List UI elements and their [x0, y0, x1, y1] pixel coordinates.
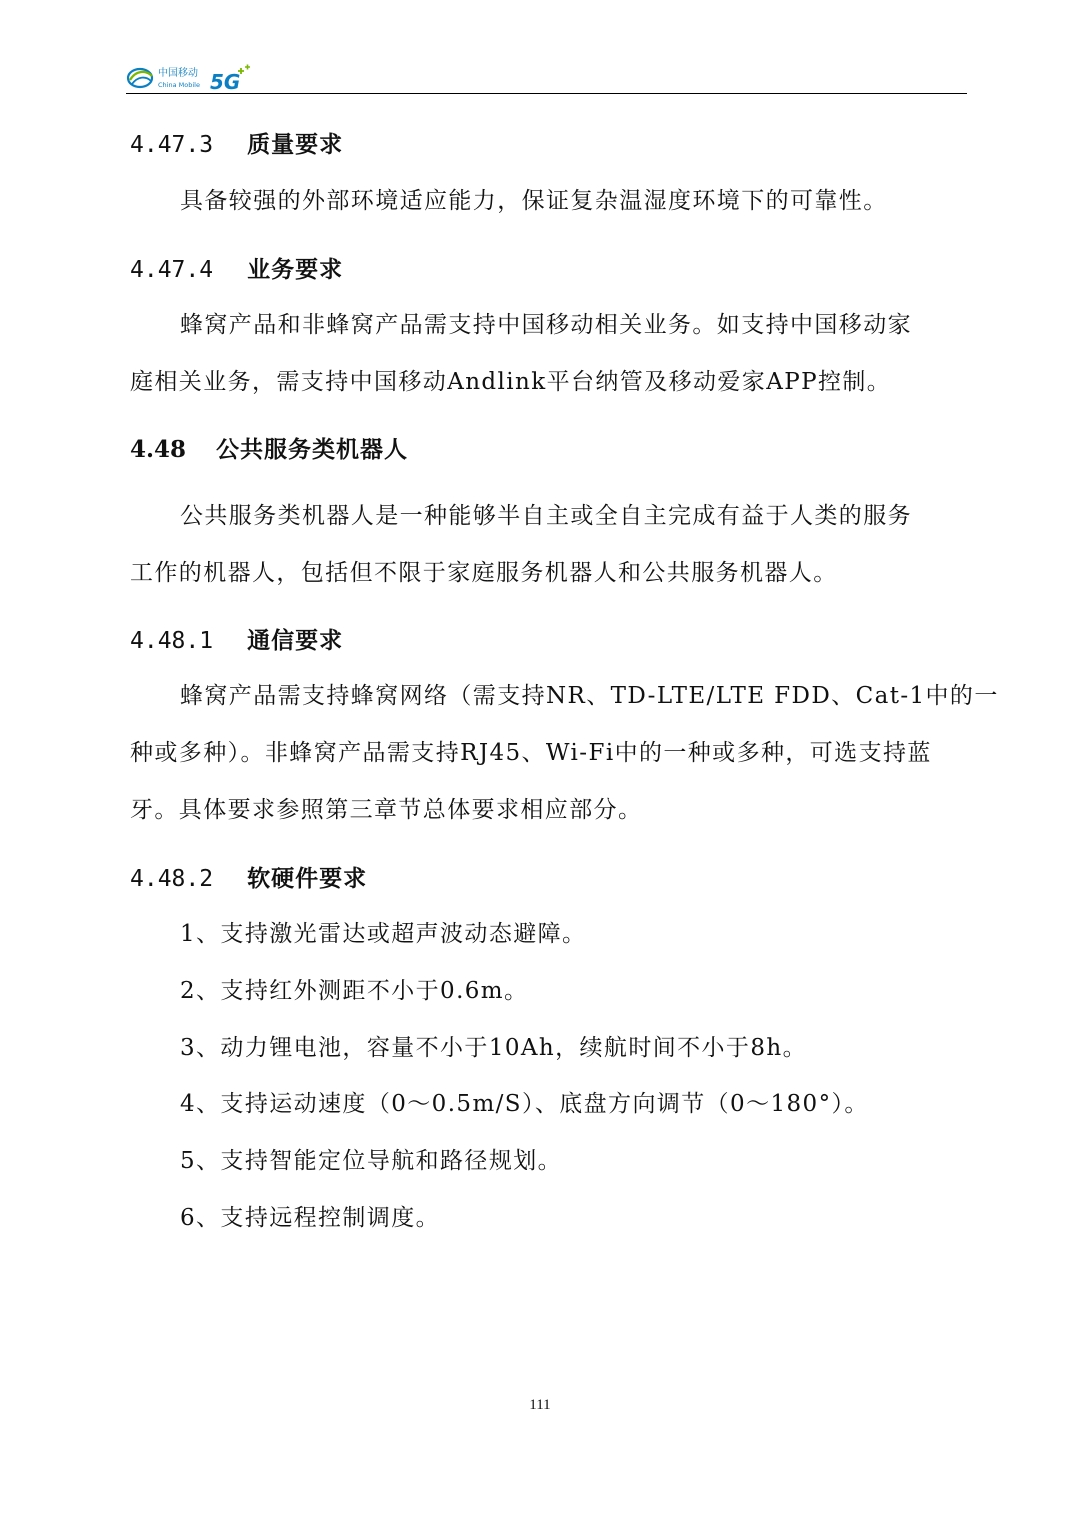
heading-title: 公共服务类机器人 — [216, 436, 409, 463]
heading-number: 4.48 — [130, 436, 187, 463]
paragraph: 工作的机器人，包括但不限于家庭服务机器人和公共服务机器人。 — [130, 560, 838, 586]
list-item: 3、动力锂电池，容量不小于10Ah，续航时间不小于8h。 — [180, 1035, 807, 1061]
brand-5g-text: 5G — [210, 70, 241, 94]
list-item: 4、支持运动速度（0～0.5m/S）、底盘方向调节（0～180°）。 — [180, 1091, 869, 1117]
paragraph: 蜂窝产品需支持蜂窝网络（需支持NR、TD-LTE/LTE FDD、Cat-1中的一 — [180, 683, 999, 709]
heading-number: 4.47.3 — [130, 132, 214, 158]
list-item: 1、支持激光雷达或超声波动态避障。 — [180, 921, 587, 947]
heading-4-48-1 — [130, 626, 343, 656]
heading-4-48 — [130, 435, 408, 465]
header-rule — [126, 93, 967, 94]
heading-number: 4.47.4 — [130, 257, 214, 283]
brand-cn-text: 中国移动 — [158, 68, 198, 79]
china-mobile-logo — [126, 62, 256, 94]
list-item: 5、支持智能定位导航和路径规划。 — [180, 1148, 563, 1174]
brand-en-text: China Mobile — [158, 81, 200, 89]
list-item: 6、支持远程控制调度。 — [180, 1205, 441, 1231]
paragraph: 公共服务类机器人是一种能够半自主或全自主完成有益于人类的服务 — [180, 503, 912, 529]
heading-title: 业务要求 — [247, 256, 344, 283]
paragraph: 牙。具体要求参照第三章节总体要求相应部分。 — [130, 797, 643, 823]
list-item: 2、支持红外测距不小于0.6m。 — [180, 978, 529, 1004]
page-header — [126, 60, 966, 96]
heading-title: 通信要求 — [247, 627, 344, 654]
paragraph: 蜂窝产品和非蜂窝产品需支持中国移动相关业务。如支持中国移动家 — [180, 312, 912, 338]
paragraph: 庭相关业务，需支持中国移动Andlink平台纳管及移动爱家APP控制。 — [130, 369, 892, 395]
heading-4-47-4 — [130, 255, 343, 285]
heading-title: 质量要求 — [247, 131, 344, 158]
heading-number: 4.48.1 — [130, 628, 214, 654]
paragraph: 具备较强的外部环境适应能力，保证复杂温湿度环境下的可靠性。 — [180, 188, 888, 214]
heading-title: 软硬件要求 — [247, 865, 368, 892]
paragraph: 种或多种）。非蜂窝产品需支持RJ45、Wi-Fi中的一种或多种，可选支持蓝 — [130, 740, 932, 766]
page-number: 111 — [529, 1397, 551, 1413]
heading-4-47-3 — [130, 130, 343, 160]
heading-number: 4.48.2 — [130, 866, 214, 892]
china-mobile-emblem-icon — [128, 69, 152, 87]
heading-4-48-2 — [130, 864, 367, 894]
